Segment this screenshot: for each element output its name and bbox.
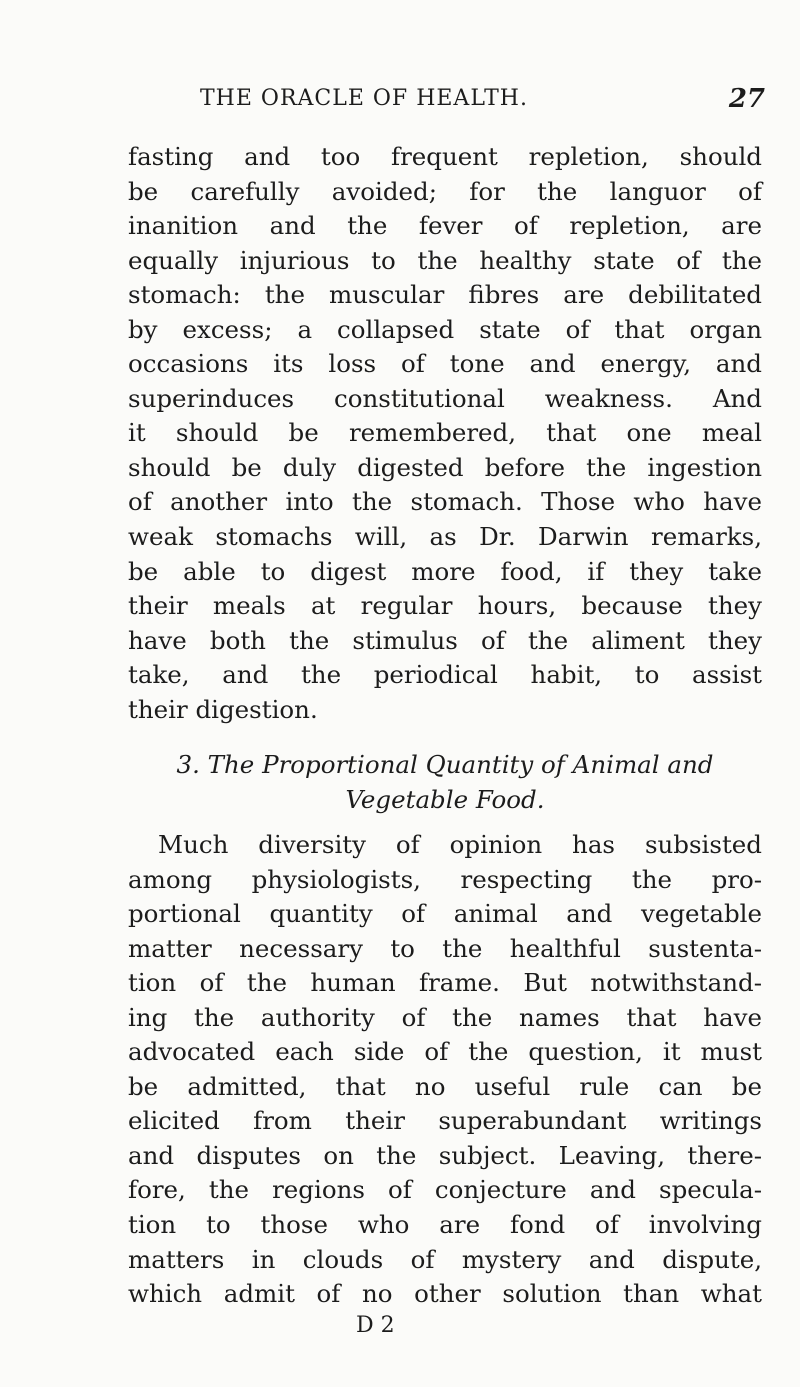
text-line: take, and the periodical habit, to assist bbox=[128, 660, 762, 690]
text-line: stomach: the muscular fibres are debilitated bbox=[128, 280, 762, 310]
section-heading-line: 3. The Proportional Quantity of Animal and bbox=[176, 750, 714, 779]
text-line: be carefully avoided; for the languor of bbox=[128, 176, 762, 206]
text-line: their digestion. bbox=[128, 694, 318, 724]
text-line: portional quantity of animal and vegetable bbox=[128, 899, 762, 929]
text-line: advocated each side of the question, it must bbox=[128, 1037, 762, 1067]
page-header bbox=[200, 86, 765, 116]
text-line: tion of the human frame. But notwithstand- bbox=[128, 968, 762, 998]
text-line: matters in clouds of mystery and dispute, bbox=[128, 1244, 762, 1274]
text-line: fore, the regions of conjecture and specula- bbox=[128, 1175, 762, 1205]
text-line: of another into the stomach. Those who have bbox=[128, 487, 762, 517]
section-heading bbox=[128, 748, 762, 817]
text-line: Much diversity of opinion has subsisted bbox=[158, 830, 762, 859]
paragraph-2 bbox=[128, 828, 762, 1312]
text-line: occasions its loss of tone and energy, and bbox=[128, 349, 762, 379]
text-line: have both the stimulus of the aliment they bbox=[128, 625, 762, 655]
paragraph-1 bbox=[128, 140, 762, 727]
page-number: 27 bbox=[728, 84, 765, 114]
text-line: inanition and the fever of repletion, are bbox=[128, 211, 762, 241]
section-heading-line: Vegetable Food. bbox=[345, 784, 545, 814]
text-line: should be duly digested before the ingestion bbox=[128, 452, 762, 482]
text-line: their meals at regular hours, because they bbox=[128, 591, 762, 621]
text-line: fasting and too frequent repletion, should bbox=[128, 142, 762, 171]
text-line: equally injurious to the healthy state of the bbox=[128, 245, 762, 275]
text-line: matter necessary to the healthful sustenta- bbox=[128, 933, 762, 963]
text-line: superinduces constitutional weakness. And bbox=[128, 383, 762, 413]
text-line: and disputes on the subject. Leaving, there- bbox=[128, 1140, 762, 1170]
text-line: be able to digest more food, if they take bbox=[128, 556, 762, 586]
text-line: among physiologists, respecting the pro- bbox=[128, 864, 762, 894]
text-line: be admitted, that no useful rule can be bbox=[128, 1071, 762, 1101]
text-line: it should be remembered, that one meal bbox=[128, 418, 762, 448]
signature-mark: D 2 bbox=[356, 1313, 395, 1338]
running-title: THE ORACLE OF HEALTH. bbox=[200, 86, 528, 111]
text-line: elicited from their superabundant writings bbox=[128, 1106, 762, 1136]
text-line: by excess; a collapsed state of that organ bbox=[128, 314, 762, 344]
text-line: which admit of no other solution than what bbox=[128, 1279, 762, 1309]
text-line: weak stomachs will, as Dr. Darwin remarks, bbox=[128, 522, 762, 552]
text-line: tion to those who are fond of involving bbox=[128, 1210, 762, 1240]
text-line: ing the authority of the names that have bbox=[128, 1002, 762, 1032]
